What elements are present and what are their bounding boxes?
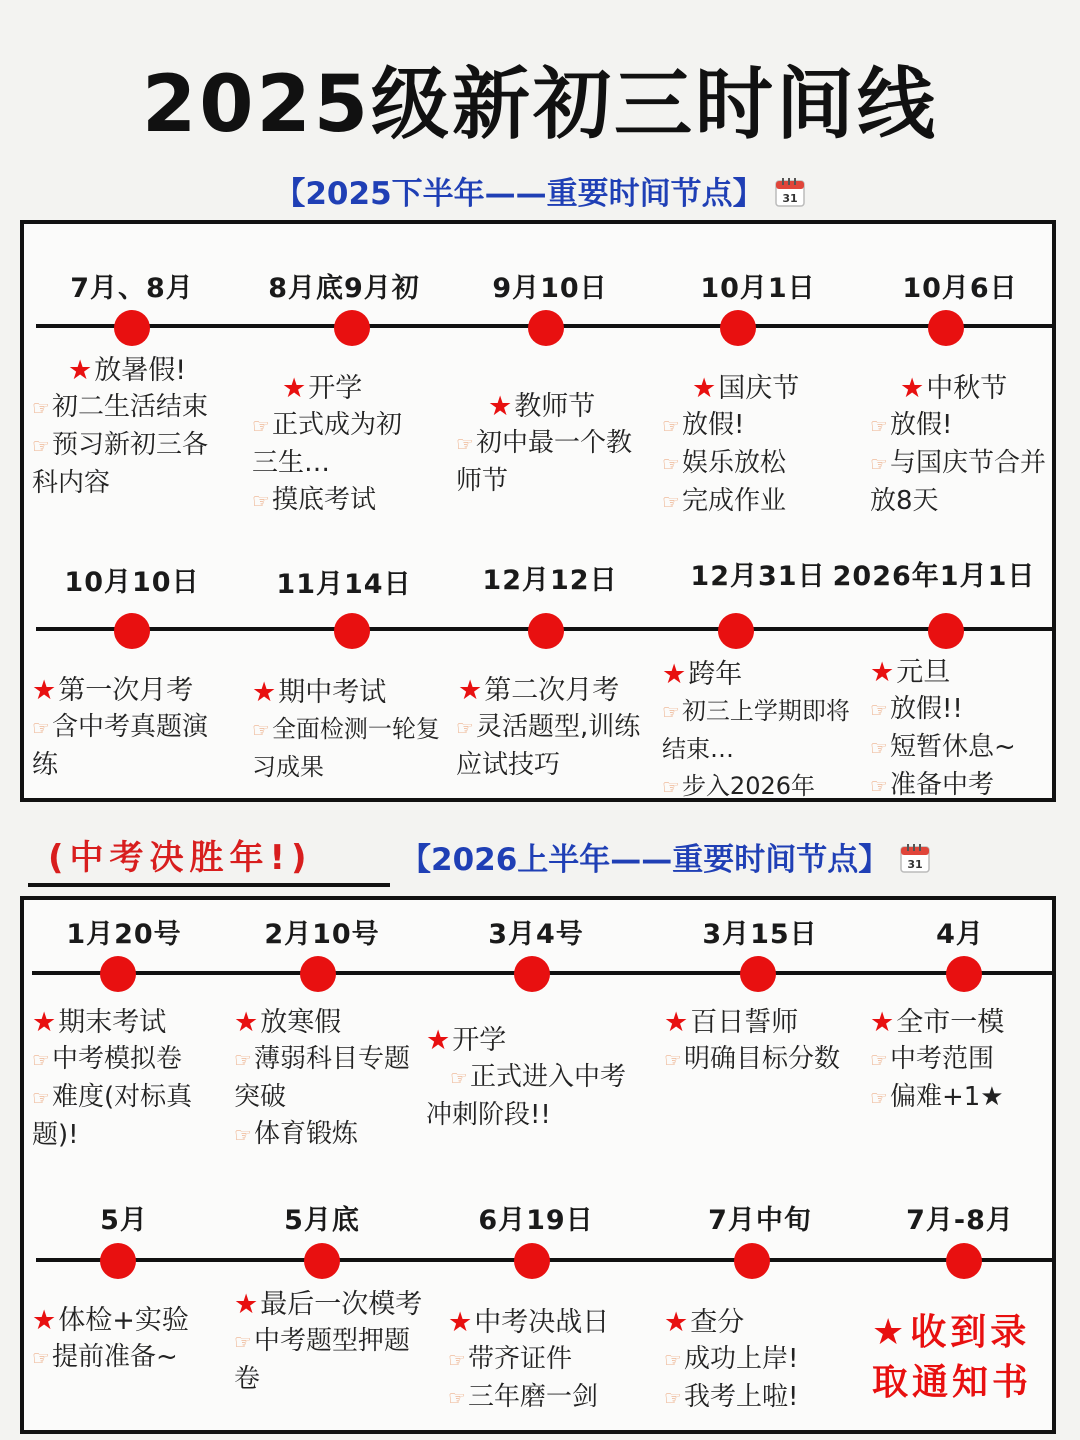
event-title: ★ 全市一模: [870, 1004, 1050, 1041]
event-item: ☞正式进入中考冲刺阶段!!: [426, 1062, 626, 1130]
timeline-dot: [304, 1243, 340, 1279]
event-item: ☞带齐证件: [448, 1344, 572, 1374]
event-card: [662, 370, 838, 521]
pointing-hand-icon: ☞: [32, 1346, 50, 1370]
pointing-hand-icon: ☞: [32, 1086, 50, 1110]
event-date: 7月-8月: [906, 1205, 1014, 1236]
event-card: [870, 654, 1050, 805]
timeline-dot: [928, 613, 964, 649]
event-date: 10月6日: [902, 273, 1018, 304]
pointing-hand-icon: ☞: [662, 452, 680, 476]
event-item: ☞中考模拟卷: [32, 1044, 182, 1074]
event-title: ★ 体检+实验: [32, 1302, 222, 1339]
event-item: ☞中考范围: [870, 1044, 994, 1074]
pointing-hand-icon: ☞: [664, 1048, 682, 1072]
event-item: ☞放假!: [662, 410, 745, 440]
timeline-dot: [528, 310, 564, 346]
section2-heading-text: 【2026上半年——重要时间节点】: [400, 842, 890, 878]
pointing-hand-icon: ☞: [448, 1386, 466, 1410]
event-title: ★ 百日誓师: [664, 1004, 854, 1041]
event-date: 2月10号: [264, 919, 380, 950]
event-date: 12月12日: [482, 565, 618, 596]
pointing-hand-icon: ☞: [870, 698, 888, 722]
pointing-hand-icon: ☞: [450, 1066, 468, 1090]
timeline-dot: [946, 1243, 982, 1279]
event-item: ☞短暂休息~: [870, 732, 1016, 762]
pointing-hand-icon: ☞: [448, 1348, 466, 1372]
event-card: [32, 352, 222, 502]
event-date: 7月、8月: [70, 273, 194, 304]
event-item: ☞完成作业: [662, 486, 786, 516]
event-item: ☞步入2026年: [662, 772, 816, 800]
event-title: ★ 查分: [664, 1304, 854, 1341]
pointing-hand-icon: ☞: [664, 1386, 682, 1410]
event-item: ☞中考题型押题卷: [234, 1326, 410, 1394]
event-item: ☞全面检测一轮复习成果: [252, 715, 440, 781]
pointing-hand-icon: ☞: [662, 775, 680, 799]
event-item: ☞体育锻炼: [234, 1119, 358, 1149]
event-item: ☞偏难+1★: [870, 1082, 1004, 1112]
pointing-hand-icon: ☞: [662, 490, 680, 514]
event-card: [662, 656, 852, 806]
event-date: 5月: [100, 1205, 148, 1236]
timeline-dot: [114, 310, 150, 346]
section1-heading-text: 【2025下半年——重要时间节点】: [274, 176, 764, 212]
event-item: ☞三年磨一剑: [448, 1382, 598, 1412]
event-date: 12月31日: [690, 561, 826, 592]
event-card: [234, 1004, 424, 1154]
event-item: ☞预习新初三各科内容: [32, 430, 208, 498]
event-item: ☞正式成为初三生…: [252, 410, 402, 478]
event-card: [252, 370, 412, 520]
section2-heading: [400, 834, 960, 879]
pointing-hand-icon: ☞: [32, 1048, 50, 1072]
pointing-hand-icon: ☞: [252, 718, 270, 742]
event-card: [32, 1302, 222, 1377]
event-date: 4月: [936, 919, 984, 950]
pointing-hand-icon: ☞: [870, 1086, 888, 1110]
pointing-hand-icon: ☞: [32, 396, 50, 420]
event-title: ★ 开学: [426, 1022, 632, 1059]
timeline-dot: [100, 1243, 136, 1279]
event-item: ☞含中考真题演练: [32, 712, 208, 780]
event-date: 1月20号: [66, 919, 182, 950]
event-item: ☞提前准备~: [32, 1342, 178, 1372]
event-title: ★ 收到录取通知书: [872, 1308, 1052, 1408]
timeline-dot: [334, 613, 370, 649]
event-title: ★ 教师节: [456, 388, 632, 425]
timeline-panel-2026: [20, 896, 1056, 1434]
calendar-icon: [774, 176, 806, 208]
event-item: ☞灵活题型,训练应试技巧: [456, 712, 641, 780]
motto-text: (中考决胜年!): [28, 830, 390, 887]
event-item: ☞摸底考试: [252, 485, 376, 515]
event-item: ☞初中最一个教师节: [456, 428, 632, 496]
section1-heading: [0, 168, 1080, 213]
timeline-dot: [720, 310, 756, 346]
timeline-dot: [514, 1243, 550, 1279]
pointing-hand-icon: ☞: [234, 1048, 252, 1072]
event-item: ☞放假!!: [870, 694, 963, 724]
pointing-hand-icon: ☞: [456, 716, 474, 740]
event-item: ☞与国庆节合并放8天: [870, 448, 1046, 516]
event-title: ★ 中考决战日: [448, 1304, 638, 1341]
timeline-dot: [528, 613, 564, 649]
event-item: ☞放假!: [870, 410, 953, 440]
event-title: ★ 第二次月考: [456, 672, 646, 709]
event-item: ☞娱乐放松: [662, 448, 786, 478]
pointing-hand-icon: ☞: [870, 736, 888, 760]
event-item: ☞我考上啦!: [664, 1382, 799, 1412]
event-title: ★ 开学: [252, 370, 412, 407]
event-title: ★ 元旦: [870, 654, 1050, 691]
event-title: ★ 中秋节: [870, 370, 1050, 407]
event-item: ☞明确目标分数: [664, 1044, 840, 1074]
event-date: 11月14日: [276, 569, 412, 600]
timeline-dot: [928, 310, 964, 346]
timeline-dot: [740, 956, 776, 992]
timeline-dot: [734, 1243, 770, 1279]
pointing-hand-icon: ☞: [32, 434, 50, 458]
event-card: [448, 1304, 638, 1417]
event-date: 3月15日: [702, 919, 818, 950]
event-card: [32, 672, 222, 784]
event-title: ★ 跨年: [662, 656, 852, 693]
pointing-hand-icon: ☞: [252, 489, 270, 513]
pointing-hand-icon: ☞: [662, 700, 680, 724]
event-item: ☞初三上学期即将结束…: [662, 697, 850, 763]
event-date: 8月底9月初: [268, 273, 420, 304]
event-title: ★ 期末考试: [32, 1004, 222, 1041]
event-date: 3月4号: [488, 919, 584, 950]
event-card: [234, 1286, 434, 1398]
event-date: 2026年1月1日: [832, 561, 1036, 592]
event-card: [252, 674, 442, 786]
event-card: [32, 1004, 222, 1154]
event-card: [664, 1304, 854, 1417]
pointing-hand-icon: ☞: [662, 414, 680, 438]
event-title: ★ 最后一次模考: [234, 1286, 434, 1323]
timeline-dot: [300, 956, 336, 992]
svg-text:31: 31: [907, 858, 923, 871]
timeline-panel-2025: [20, 220, 1056, 802]
pointing-hand-icon: ☞: [234, 1330, 252, 1354]
event-title: ★ 放寒假: [234, 1004, 424, 1041]
event-card: [872, 1308, 1052, 1408]
event-date: 6月19日: [478, 1205, 594, 1236]
event-date: 10月1日: [700, 273, 816, 304]
event-card: [456, 388, 632, 500]
pointing-hand-icon: ☞: [870, 774, 888, 798]
page-title: 2025级新初三时间线: [141, 60, 939, 150]
timeline-dot: [718, 613, 754, 649]
event-title: ★ 放暑假!: [32, 352, 222, 389]
pointing-hand-icon: ☞: [234, 1123, 252, 1147]
event-card: [456, 672, 646, 784]
pointing-hand-icon: ☞: [870, 452, 888, 476]
timeline-dot: [334, 310, 370, 346]
event-title: ★ 第一次月考: [32, 672, 222, 709]
timeline-dot: [514, 956, 550, 992]
event-item: ☞初二生活结束: [32, 392, 208, 422]
pointing-hand-icon: ☞: [664, 1348, 682, 1372]
event-item: ☞成功上岸!: [664, 1344, 799, 1374]
event-title: ★ 期中考试: [252, 674, 442, 711]
event-date: 9月10日: [492, 273, 608, 304]
event-title: ★ 国庆节: [662, 370, 838, 407]
pointing-hand-icon: ☞: [870, 1048, 888, 1072]
event-item: ☞准备中考: [870, 770, 994, 800]
event-card: [870, 370, 1050, 520]
timeline-dot: [100, 956, 136, 992]
event-date: 5月底: [284, 1205, 360, 1236]
event-card: [870, 1004, 1050, 1117]
event-item: ☞难度(对标真题)!: [32, 1082, 193, 1150]
event-date: 10月10日: [64, 567, 200, 598]
calendar-icon: [899, 842, 931, 874]
event-card: [426, 1022, 632, 1134]
pointing-hand-icon: ☞: [456, 432, 474, 456]
event-card: [664, 1004, 854, 1079]
timeline-dot: [946, 956, 982, 992]
pointing-hand-icon: ☞: [870, 414, 888, 438]
pointing-hand-icon: ☞: [32, 716, 50, 740]
event-item: ☞薄弱科目专题突破: [234, 1044, 410, 1112]
event-date: 7月中旬: [708, 1205, 812, 1236]
svg-text:31: 31: [781, 192, 798, 205]
pointing-hand-icon: ☞: [252, 414, 270, 438]
timeline-dot: [114, 613, 150, 649]
